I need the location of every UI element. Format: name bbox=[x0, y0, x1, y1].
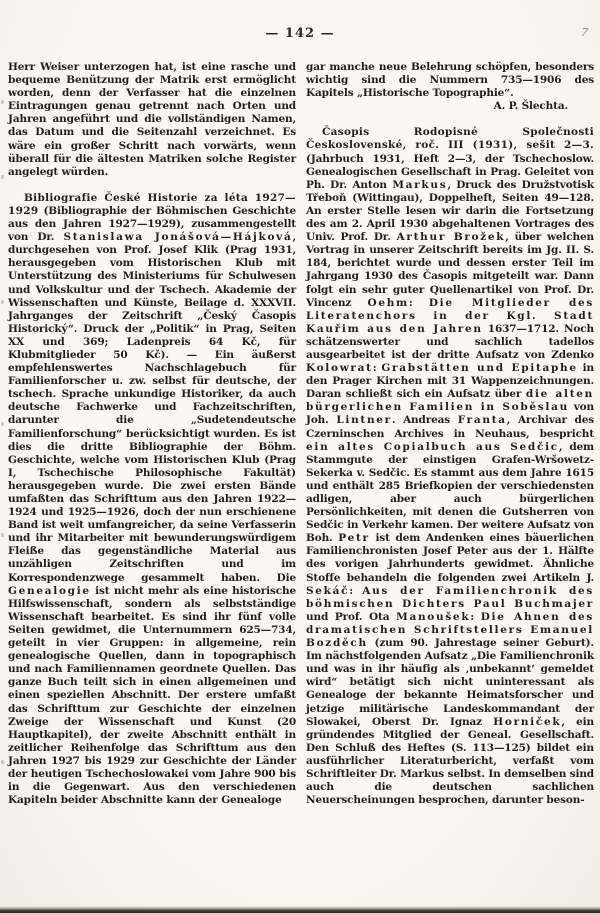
text-segment: Kolowrat bbox=[306, 362, 373, 375]
left-column bbox=[8, 61, 296, 807]
paragraph-belehrung-continuation bbox=[306, 61, 594, 100]
text-segment: Stanislawa Jonášová—Hájková bbox=[63, 231, 293, 244]
text-segment: Lintner bbox=[336, 414, 392, 427]
text-segment: Horniček bbox=[493, 715, 562, 728]
scan-bottom-edge bbox=[0, 906, 600, 913]
text-segment: , Archivar des Czerninschen Archives in Neuhaus, bespricht bbox=[306, 414, 594, 440]
article-bibliografie-ceske-historie bbox=[8, 192, 296, 807]
scan-speck bbox=[1, 175, 4, 179]
text-segment: Genealogie bbox=[8, 584, 91, 597]
text-segment: ist nicht mehr als eine historische Hilfswissenschaft, sondern als selbstständige Wissenschaft bearbeitet. Es sind ihr fünf volle Seiten gewidmet, die Unternummern 625—734, geteilt in vier Gruppen: in allgemeine, rein genealogische Quellen, dann in topographisch und nach Familiennamen geordnete Quellen. Das ganze Buch teilt sich in einen allgemeinen und einen speziellen Abschnitt. Der erstere umfaßt das Schrifttum zur Geschichte der einzelnen Zweige der Wissenschaft und Kunst (20 Hauptkapitel), der zweite Abschnitt enthält in zeitlicher Reihenfolge das Schrifttum aus den Jahren 1927 bis 1929 zur Geschichte der Länder der heutigen Tschechoslowakei vom Jahre 900 bis in die Gegenwart. Aus den verschiedenen Kapiteln beider Abschnitte kann der Genealoge bbox=[8, 584, 296, 807]
text-segment: , über welchen Vortrag in unserer Zeitschrift bereits im Jg. II. S. 184, berichtet wurde und dessen erster Teil im Jahrgang 1930 des Časopis mitgeteilt war. Dann folgt ein sehr guter Quellenartikel von Prof. Dr. Vincenz bbox=[306, 231, 595, 309]
text-segment: Petr bbox=[338, 532, 370, 545]
text-segment: : bbox=[408, 296, 429, 309]
text-segment: . Andreas bbox=[391, 414, 458, 427]
text-segment: (zum 90. Jahrestage seiner Geburt). Im nächstfolgenden Aufsatz „Die Familienchronik und was in ihr häufig als ‚unbekannt‘ gemeldet wird“ betätigt sich nicht uninteressant als Genealoge der bekannte Heimatsforscher und jetzige militärische Landeskommandant der Slowakei, Oberst Dr. Ignaz bbox=[306, 637, 594, 728]
text-segment: (Jahrbuch 1931, Heft 2—3, der Tschechoslow. Genealogischen Gesellschaft in Prag. Geleitet von Ph. Dr. Anton bbox=[306, 152, 594, 191]
right-column bbox=[306, 61, 594, 807]
text-segment: : bbox=[349, 584, 363, 597]
handwritten-corner-mark: 7 bbox=[580, 25, 589, 40]
text-segment: die alten bürgerlichen Familien in Soběslau bbox=[306, 388, 594, 414]
text-segment: von Joh. bbox=[306, 401, 595, 427]
text-segment: Herr Weiser unterzogen hat, ist eine rasche und bequeme Benützung der Matrik erst ermöglicht worden, denn der Verfasser hat die einzelnen Eintragungen genau getrennt nach Orten und Jahren angeführt und die vollständigen Namen, das Datum und die Seitenzahl verzeichnet. Es wäre ein großer Schritt nach vorwärts, wenn überall für die ältesten Matriken solche Register angelegt würden. bbox=[8, 61, 296, 178]
text-segment: ist dem Andenken eines bäuerlichen Familienchronisten Josef Peter aus der 1. Hälfte des vorigen Jahrhunderts gewidmet. Ähnliche Stoffe behandeln die folgenden zwei Artikeln J. bbox=[306, 532, 594, 584]
text-segment: Oehm bbox=[367, 296, 409, 309]
text-segment: , dem Stammgute der einstigen Grafen-Wršowetz-Sekerka v. Sedčic. Es stammt aus dem Jahre 1615 und enthält 285 Briefkopien der verschiedensten adligen, aber auch bürgerlichen Persönlichkeiten, mit denen die Gutsherren von Sedčic in Verkehr kamen. Der weitere Aufsatz von Boh. bbox=[306, 440, 594, 545]
text-segment: Markus bbox=[392, 178, 448, 191]
text-segment: A. P. Šlechta. bbox=[493, 100, 568, 113]
page-number: — 142 — bbox=[265, 26, 335, 41]
scan-speck bbox=[1, 422, 4, 426]
text-segment: gar manche neue Belehrung schöpfen, besonders wichtig sind die Nummern 735—1906 des Kapitels „Historische Topographie“. bbox=[306, 61, 594, 100]
text-segment: und Prof. Ota bbox=[306, 610, 397, 623]
text-segment: in den Prager Kirchen mit 31 Wappenzeichnungen. Daran schließt sich ein Aufsatz über bbox=[306, 362, 594, 401]
article-casopis-rodopisne bbox=[306, 126, 594, 807]
text-segment: 1637—1712. Noch schätzenswerter und sachlich tadellos ausgearbeitet ist der dritte Aufsatz von Zdenko bbox=[306, 322, 594, 361]
scan-speck bbox=[1, 300, 4, 304]
scan-speck bbox=[1, 100, 4, 104]
paragraph-matrik-continuation bbox=[8, 61, 296, 179]
text-segment: roč. III (1931), sešit 2—3. bbox=[406, 139, 594, 152]
text-segment: ein altes Copialbuch aus Sedčic bbox=[306, 440, 559, 453]
scan-speck bbox=[1, 533, 4, 537]
text-segment: Sekáč bbox=[306, 584, 350, 597]
text-segment: Manoušek bbox=[396, 610, 471, 623]
scan-speck bbox=[1, 760, 4, 764]
text-segment: , Druck des Družstvotisk Třeboň (Wittingau), Doppelheft, Seiten 49—128. An erster Stelle lesen wir darin die Fortsetzung des am 2. April 1930 abgehaltenen Vortrages des Univ. Prof. Dr. bbox=[306, 178, 594, 244]
text-segment: Franta bbox=[457, 414, 507, 427]
text-segment: Aus der Familienchronik des böhmischen Dichters Paul Buchmajer bbox=[306, 584, 594, 610]
text-segment: (Bibliographie der Böhmischen Geschichte aus den Jahren 1927—1929), zusammengestellt von Dr. bbox=[8, 204, 296, 244]
text-segment: , ein gründendes Mitglied der Geneal. Gesellschaft. Den Schluß des Heftes (S. 113—125) bildet ein ausführlicher Literaturbericht, verfaßt vom Schriftleiter Dr. Markus selbst. In demselben sind auch die deutschen sachlichen Neuerscheinungen besprochen, darunter beson- bbox=[306, 715, 594, 807]
text-segment: Grabstätten und Epitaphe bbox=[381, 362, 578, 375]
text-segment: : bbox=[372, 362, 382, 375]
text-columns bbox=[0, 61, 600, 807]
text-segment: Die Mitglieder des Literatenchors in der Kgl. Stadt Kauřim aus den Jahren bbox=[306, 296, 594, 335]
text-segment: Arthur Brožek bbox=[396, 231, 506, 244]
text-segment: Časopis Rodopisné Společnosti Československé, bbox=[306, 126, 594, 152]
text-segment: : bbox=[470, 610, 481, 623]
text-segment: Die Ahnen des dramatischen Schriftstellers Emanuel Bozděch bbox=[306, 610, 594, 650]
text-segment: , durchgesehen von Prof. Josef Klik (Prag 1931, herausgegeben vom Historischen Klub mit Unterstützung des Ministeriums für Schulwesen und Volkskultur und der Tschech. Akademie der Wissenschaften und Künste, Beilage d. XXXVII. Jahrganges der Zeitschrift „Český Časopis Historický“. Druck der „Politik“ in Prag, Seiten XX und 369; Ladenpreis 64 Kč, für Klubmitglieder 50 Kč). — Ein äußerst empfehlenswertes Nachschlagebuch für Familienforscher u. zw. selbst für deutsche, der tschech. Sprache unkundige Historiker, da auch deutsche Fachwerke und Fachzeitschriften, darunter die „Sudetendeutsche Familienforschung“ berücksichtigt wurden. Es ist dies die dritte Bibliographie der Böhm. Geschichte, welche vom Historischen Klub (Prag I, Tschechische Philosophische Fakultät) herausgegeben wurde. Die zwei ersten Bände umfaßten das Schrifttum aus den Jahren 1922—1924 und 1925—1926, doch der nun erschienene Band ist weit umfangreicher, da seine Verfasserin und ihr Mitarbeiter mit bewunderungswürdigem Fleiße das gegenständliche Material aus unzähligen Zeitschriften und im Korrespondenzwege gesammelt haben. Die bbox=[8, 231, 296, 584]
text-segment: Bibliografie České Historie za léta 1927—1929 bbox=[8, 191, 296, 217]
signature-slechta bbox=[306, 100, 594, 113]
